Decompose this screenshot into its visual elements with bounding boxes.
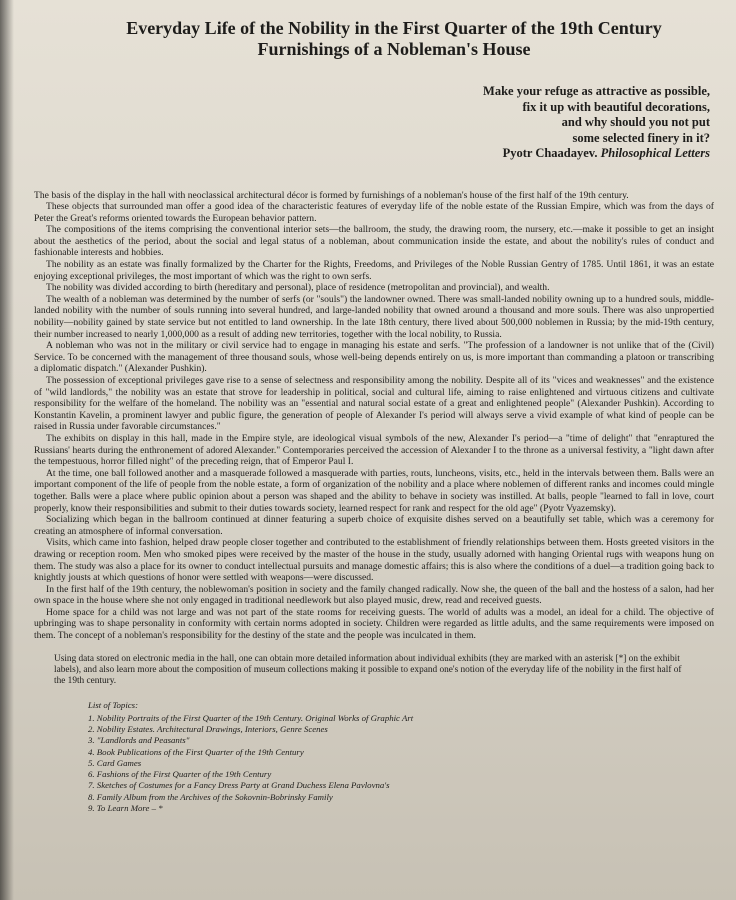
paragraph: The nobility as an estate was finally formalized by the Charter for the Rights, Freedoms, and Privileges of the Noble Russian Gentry of 1785. Until 1861, it was an estate enjoying exceptional privileges, the most important of which was the right to own serfs. (34, 259, 714, 282)
topic-item: 2. Nobility Estates. Architectural Drawings, Interiors, Genre Scenes (88, 724, 328, 735)
topic-item: 5. Card Games (88, 757, 142, 768)
topic-item: 7. Sketches of Costumes for a Fancy Dress Party at Grand Duchess Elena Pavlovna's (88, 780, 390, 791)
title-line-2: Furnishings of a Nobleman's House (257, 39, 531, 59)
topic-item: 3. "Landlords and Peasants" (88, 735, 190, 746)
paragraph: In the first half of the 19th century, the noblewoman's position in society and the family changed radically. Now she, the queen of the ball and the hostess of a salon, had her own space in the house where she not only engaged in traditional needlework but also played music, drew, read and received guests. (34, 583, 714, 607)
paragraph: The wealth of a nobleman was determined by the number of serfs (or "souls") the landowner owned. There was small-landed nobility owning up to a hundred souls, middle-landed nobility with the number of souls running into several hundred, and large-landed nobility that owned around a thousand and more souls. There was also unpropertied nobility—nobility gained by state service but not entitled to land ownership. In the late 18th century, there lived about 500,000 noblemen in Russia; by the mid-19th century, their number increased to nearly 1,000,000 as a result of adding new territories, together with the local nobility, to Russia. (34, 293, 714, 340)
epigraph-author: Pyotr Chaadayev. (502, 146, 598, 160)
topics-list (88, 700, 714, 814)
topic-item: 9. To Learn More – * (88, 802, 163, 813)
epigraph-line-1: Make your refuge as attractive as possible, (483, 84, 710, 98)
paragraph: The compositions of the items comprising the conventional interior sets—the ballroom, the study, the drawing room, the nursery, etc.—make it possible to get an insight about the aesthetics of the period, about the social and legal status of a nobleman, about communication inside the estate, and about the nobility's rules of conduct and fashionable interests and hobbies. (34, 224, 714, 259)
title-line-1: Everyday Life of the Nobility in the First Quarter of the 19th Century (126, 18, 662, 38)
epigraph (34, 84, 710, 162)
frame-shadow (0, 0, 14, 900)
topic-item: 8. Family Album from the Archives of the Sokovnin-Bobrinsky Family (88, 791, 333, 802)
paragraph: At the time, one ball followed another and a masquerade followed a masquerade with parties, routs, luncheons, visits, etc., held in the intervals between them. Balls were an important component of the life of people from the noble estate, a form of organization of the nobility and a place where noblemen of different ranks and incomes could mingle together. Balls were a place where public opinion about a person was shaped and the ability to behave in society was instilled. At balls, people "learned to fall in love, court properly, know their responsibilities and submit to their duties towards society, learned respect for rank and respect for the old age" (Pyotr Vyazemsky). (34, 467, 714, 514)
epigraph-line-3: and why should you not put (561, 115, 710, 129)
page-title (74, 18, 714, 60)
body-text (34, 190, 714, 642)
topics-heading: List of Topics: (88, 699, 139, 710)
topic-item: 1. Nobility Portraits of the First Quarter of the 19th Century. Original Works of Graphic Art (88, 713, 414, 724)
epigraph-work: Philosophical Letters (600, 146, 710, 160)
paragraph: Visits, which came into fashion, helped draw people closer together and contributed to the establishment of friendly relationships between them. Hosts greeted visitors in the drawing or reception room. Men who smoked pipes were received by the master of the house in the study, usually adorned with hanging Oriental rugs with weapons hung on them. The study was also a place for its owner to conduct intellectual pursuits and manage domestic affairs; this is also where the conditions of a duel—a tradition going back to knightly jousts at which questions of honor were settled with weapons—were discussed. (34, 537, 714, 584)
paragraph: The basis of the display in the hall with neoclassical architectural décor is formed by furnishings of a nobleman's house of the first half of the 19th century. (34, 189, 629, 201)
topic-item: 4. Book Publications of the First Quarter of the 19th Century (88, 746, 304, 757)
epigraph-line-2: fix it up with beautiful decorations, (522, 99, 710, 114)
topic-item: 6. Fashions of the First Quarter of the 19th Century (88, 769, 272, 780)
epigraph-source (34, 146, 710, 162)
epigraph-line-4: some selected finery in it? (572, 130, 710, 145)
paragraph: The nobility was divided according to birth (hereditary and personal), place of residence (metropolitan and provincial), and wealth. (46, 282, 550, 294)
paragraph: The possession of exceptional privileges gave rise to a sense of selectness and responsibility among the nobility. Despite all of its "vices and weaknesses" and the existence of "wild landlords," the nobility was an estate that strove for leadership in political, social and cultural life, aiming to raise enlightened and virtuous citizens and cultivate responsibility for the welfare of the homeland. The nobility was an "essential and natural social estate of a great and enlightened people" (Alexander Pushkin). According to Konstantin Kavelin, a prominent lawyer and public figure, the generation of people of Alexander I's period will always serve a vivid example of what kind of people can be raised in Russia under favorable circumstances." (34, 375, 714, 433)
topics-items (88, 713, 714, 814)
paragraph: The exhibits on display in this hall, made in the Empire style, are ideological visual symbols of the new, Alexander I's period—a "time of delight" that "enraptured the Russians' hearts during the enthronement of adored Alexander." Contemporaries perceived the accession of Alexander I to the throne as a universal festivity, a "light dawn after the tempestuous, horror filled night" of the preceding reign, that of Emperor Paul I. (34, 432, 714, 468)
paragraph: Home space for a child was not large and was not part of the state rooms for receiving guests. The world of adults was a model, an ideal for a child. The objective of upbringing was to shape personality in conformity with certain norms adopted in society. Children were regarded as little adults, and the same requirements were imposed on them. The concept of a nobleman's responsibility for the destiny of the state and the people was inculcated in them. (34, 606, 714, 642)
paragraph: Socializing which began in the ballroom continued at dinner featuring a superb choice of exquisite dishes served on a beautifully set table, which was a ceremony for creating an atmosphere of informal conversation. (34, 514, 714, 537)
paragraph: These objects that surrounded man offer a good idea of the characteristic features of everyday life of the noble estate of the Russian Empire, which was from the days of Peter the Great's reforms oriented towards the European behavior pattern. (34, 201, 714, 224)
paragraph: A nobleman who was not in the military or civil service had to engage in managing his estate and serfs. "The profession of a landowner is not unlike that of the (Civil) Service. To be concerned with the management of three thousand souls, whose well-being depends entirely on us, is more important than commanding a platoon or transcribing a diplomatic dispatch." (Alexander Pushkin). (34, 340, 714, 375)
closing-note: Using data stored on electronic media in the hall, one can obtain more detailed information about individual exhibits (they are marked with an asterisk [*] on the exhibit labels), and also learn more about the composition of museum collections making it possible to expand one's notion of the everyday life of the nobility in the first half of the 19th century. (54, 653, 682, 687)
